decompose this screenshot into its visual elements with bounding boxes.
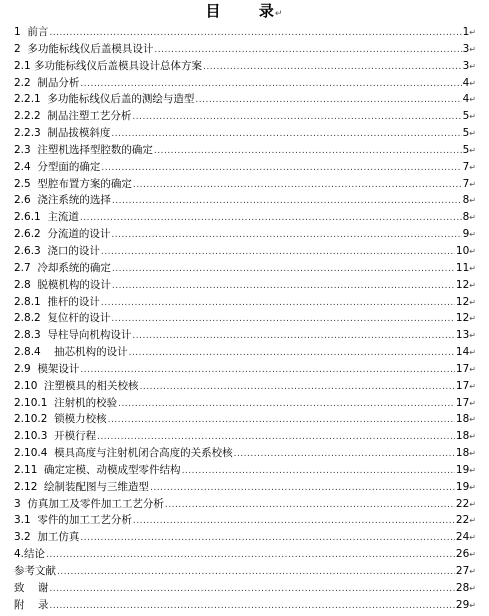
toc-entry[interactable] — [14, 428, 476, 445]
toc-entry[interactable] — [14, 310, 476, 327]
toc-entry-page-number: 5 — [462, 110, 470, 123]
table-of-contents — [14, 24, 476, 614]
toc-entry-page-number: 18 — [455, 447, 470, 460]
toc-entry-page-number: 4 — [462, 76, 470, 89]
paragraph-mark-icon: ↵ — [469, 230, 476, 240]
toc-entry-page-number: 19 — [455, 480, 470, 493]
toc-entry[interactable] — [14, 563, 476, 580]
paragraph-mark-icon: ↵ — [469, 61, 476, 71]
paragraph-mark-icon: ↵ — [469, 499, 476, 509]
toc-entry-page-number: 17 — [455, 379, 470, 392]
toc-dot-leader — [57, 564, 455, 581]
paragraph-mark-icon: ↵ — [469, 179, 476, 189]
toc-entry-label: 2.6.1 主流道 — [14, 211, 79, 224]
toc-entry-page-number: 8 — [462, 211, 470, 224]
toc-entry-page-number: 13 — [455, 329, 470, 342]
toc-entry[interactable] — [14, 327, 476, 344]
toc-entry-page-number: 4 — [462, 93, 470, 106]
toc-dot-leader — [165, 497, 455, 514]
toc-entry[interactable] — [14, 226, 476, 243]
toc-entry-page-number: 1 — [462, 26, 470, 38]
paragraph-mark-icon: ↵ — [469, 550, 476, 560]
toc-entry[interactable] — [14, 142, 476, 159]
paragraph-mark-icon: ↵ — [469, 44, 476, 54]
toc-entry-label: 附 录 — [14, 598, 49, 611]
toc-entry-label: 2.8.3 导柱导向机构设计 — [14, 329, 132, 342]
toc-entry-label: 2.2.1 多功能标线仪后盖的测绘与造型 — [14, 93, 195, 106]
paragraph-mark-icon: ↵ — [469, 162, 476, 172]
toc-entry-page-number: 9 — [462, 228, 470, 241]
paragraph-mark-icon: ↵ — [469, 331, 476, 341]
toc-entry[interactable] — [14, 395, 476, 412]
toc-entry[interactable] — [14, 496, 476, 513]
toc-dot-leader — [111, 227, 461, 244]
paragraph-mark-icon: ↵ — [469, 28, 476, 37]
toc-entry[interactable] — [14, 75, 476, 92]
toc-entry-label: 2.5 型腔布置方案的确定 — [14, 177, 132, 190]
toc-entry-page-number: 12 — [455, 295, 470, 308]
toc-dot-leader — [150, 480, 455, 497]
page-title — [0, 0, 489, 22]
toc-dot-leader — [80, 76, 461, 93]
toc-entry-label: 2.6.2 分流道的设计 — [14, 228, 111, 241]
toc-entry-page-number: 18 — [455, 413, 470, 426]
toc-entry-page-number: 24 — [455, 531, 470, 544]
toc-entry[interactable] — [14, 243, 476, 260]
toc-entry[interactable] — [14, 176, 476, 193]
toc-entry-label: 2.9 模架设计 — [14, 362, 80, 375]
toc-entry-label: 3 仿真加工及零件加工工艺分析 — [14, 497, 164, 510]
toc-entry-label: 2 多功能标线仪后盖模具设计 — [14, 42, 154, 55]
toc-entry-page-number: 17 — [455, 396, 470, 409]
toc-entry-label: 2.10.4 模具高度与注射机闭合高度的关系校核 — [14, 447, 233, 460]
toc-entry-label: 2.8.4 抽芯机构的设计 — [14, 346, 128, 359]
toc-dot-leader — [154, 42, 461, 59]
toc-entry-label: 1 前言 — [14, 26, 49, 38]
toc-entry-label: 2.12 绘制装配图与三维造型 — [14, 480, 150, 493]
toc-dot-leader — [112, 261, 455, 278]
toc-dot-leader — [111, 126, 461, 143]
toc-entry-page-number: 28 — [455, 581, 470, 594]
paragraph-mark-icon: ↵ — [469, 246, 476, 256]
toc-entry-page-number: 7 — [462, 177, 470, 190]
toc-dot-leader — [132, 109, 461, 126]
toc-entry[interactable] — [14, 294, 476, 311]
paragraph-mark-icon: ↵ — [469, 482, 476, 492]
toc-entry-label: 2.6.3 浇口的设计 — [14, 244, 100, 257]
paragraph-mark-icon: ↵ — [469, 583, 476, 593]
toc-entry[interactable] — [14, 546, 476, 563]
toc-entry-label: 2.8 脱模机构的设计 — [14, 278, 111, 291]
toc-dot-leader — [80, 362, 455, 379]
toc-entry[interactable] — [14, 125, 476, 142]
toc-entry[interactable] — [14, 529, 476, 546]
toc-dot-leader — [203, 59, 462, 76]
toc-entry-page-number: 5 — [462, 143, 470, 156]
toc-entry-label: 2.2.2 制品注塑工艺分析 — [14, 110, 132, 123]
toc-entry-label: 2.10.3 开模行程 — [14, 430, 97, 443]
toc-entry[interactable] — [14, 445, 476, 462]
toc-entry-label: 4.结论 — [14, 548, 46, 561]
toc-entry-label: 2.2 制品分析 — [14, 76, 80, 89]
toc-entry[interactable] — [14, 479, 476, 496]
toc-entry-label: 2.8.2 复位杆的设计 — [14, 312, 111, 325]
toc-entry-label: 2.2.3 制品拔模斜度 — [14, 127, 111, 140]
paragraph-mark-icon: ↵ — [469, 364, 476, 374]
toc-entry-label: 2.11 确定定模、动模成型零件结构 — [14, 463, 181, 476]
toc-dot-leader — [80, 210, 462, 227]
toc-dot-leader — [97, 429, 455, 446]
toc-entry[interactable] — [14, 24, 476, 41]
toc-entry[interactable] — [14, 108, 476, 125]
toc-dot-leader — [46, 547, 455, 564]
paragraph-mark-icon: ↵ — [469, 348, 476, 358]
toc-dot-leader — [111, 311, 455, 328]
toc-entry[interactable] — [14, 512, 476, 529]
toc-entry-page-number: 10 — [455, 244, 470, 257]
toc-entry-page-number: 7 — [462, 160, 470, 173]
toc-entry-page-number: 5 — [462, 127, 470, 140]
paragraph-mark-icon: ↵ — [469, 516, 476, 526]
paragraph-mark-icon: ↵ — [469, 129, 476, 139]
paragraph-mark-icon: ↵ — [469, 398, 476, 408]
paragraph-mark-icon: ↵ — [469, 432, 476, 442]
paragraph-mark-icon: ↵ — [469, 213, 476, 223]
toc-dot-leader — [101, 160, 461, 177]
toc-entry-label: 2.8.1 推杆的设计 — [14, 295, 100, 308]
paragraph-mark-icon: ↵ — [469, 533, 476, 543]
toc-entry-page-number: 19 — [455, 463, 470, 476]
toc-entry-label: 2.10.1 注射机的校验 — [14, 396, 118, 409]
paragraph-mark-icon: ↵ — [469, 280, 476, 290]
toc-dot-leader — [101, 244, 455, 261]
toc-entry-page-number: 12 — [455, 312, 470, 325]
toc-dot-leader — [132, 328, 455, 345]
paragraph-mark-icon: ↵ — [469, 415, 476, 425]
toc-entry-label: 致 谢 — [14, 581, 49, 594]
toc-dot-leader — [80, 530, 455, 547]
toc-entry-page-number: 26 — [455, 548, 470, 561]
paragraph-mark-icon: ↵ — [469, 263, 476, 273]
toc-entry[interactable] — [14, 597, 476, 614]
toc-entry[interactable] — [14, 361, 476, 378]
toc-dot-leader — [101, 295, 455, 312]
toc-entry-label: 3.2 加工仿真 — [14, 531, 80, 544]
toc-dot-leader — [133, 177, 462, 194]
toc-entry-label: 2.7 冷却系统的确定 — [14, 261, 111, 274]
toc-entry[interactable] — [14, 41, 476, 58]
toc-entry-label: 2.4 分型面的确定 — [14, 160, 101, 173]
toc-entry-page-number: 3 — [462, 42, 470, 55]
toc-entry-label: 2.10.2 锁模力校核 — [14, 413, 107, 426]
toc-entry-label: 2.6 浇注系统的选择 — [14, 194, 111, 207]
toc-entry-label: 2.10 注塑模具的相关校核 — [14, 379, 139, 392]
toc-entry-label: 2.3 注塑机选择型腔数的确定 — [14, 143, 153, 156]
toc-entry[interactable] — [14, 580, 476, 597]
toc-dot-leader — [118, 396, 455, 413]
toc-entry-page-number: 17 — [455, 362, 470, 375]
toc-entry-label: 2.1 多功能标线仪后盖模具设计总体方案 — [14, 59, 203, 72]
toc-entry[interactable] — [14, 159, 476, 176]
toc-entry-page-number: 22 — [455, 497, 470, 510]
paragraph-mark-icon: ↵ — [469, 145, 476, 155]
toc-entry[interactable] — [14, 378, 476, 395]
toc-entry[interactable] — [14, 344, 476, 361]
paragraph-mark-icon: ↵ — [469, 112, 476, 122]
paragraph-mark-icon: ↵ — [469, 78, 476, 88]
toc-entry-page-number: 27 — [455, 565, 470, 577]
toc-entry-page-number: 11 — [455, 261, 470, 274]
toc-dot-leader — [133, 513, 455, 530]
paragraph-mark-icon: ↵ — [469, 314, 476, 324]
toc-dot-leader — [49, 25, 461, 42]
toc-entry[interactable] — [14, 58, 476, 75]
toc-entry[interactable] — [14, 462, 476, 479]
toc-dot-leader — [154, 143, 462, 160]
paragraph-mark-icon: ↵ — [469, 95, 476, 105]
toc-dot-leader — [129, 345, 455, 362]
toc-dot-leader — [112, 193, 462, 210]
toc-entry-page-number: 29 — [455, 598, 470, 611]
toc-entry-label: 3.1 零件的加工工艺分析 — [14, 514, 132, 527]
toc-dot-leader — [108, 412, 455, 429]
toc-dot-leader — [140, 379, 455, 396]
paragraph-mark-icon: ↵ — [469, 297, 476, 307]
toc-dot-leader — [234, 446, 455, 463]
paragraph-mark-icon: ↵ — [469, 196, 476, 206]
toc-dot-leader — [112, 278, 455, 295]
toc-entry[interactable] — [14, 192, 476, 209]
paragraph-mark-icon: ↵ — [469, 465, 476, 475]
toc-entry-page-number: 14 — [455, 346, 470, 359]
toc-dot-leader — [49, 581, 455, 598]
toc-entry-page-number: 22 — [455, 514, 470, 527]
toc-entry-label: 参考文献 — [14, 565, 56, 577]
toc-entry-page-number: 12 — [455, 278, 470, 291]
toc-dot-leader — [49, 598, 455, 615]
toc-dot-leader — [195, 92, 461, 109]
paragraph-mark-icon: ↵ — [469, 381, 476, 391]
toc-entry[interactable] — [14, 411, 476, 428]
toc-entry-page-number: 18 — [455, 430, 470, 443]
paragraph-mark-icon: ↵ — [274, 9, 284, 19]
title-text: 目 录 — [205, 2, 275, 20]
toc-entry[interactable] — [14, 91, 476, 108]
toc-dot-leader — [182, 463, 455, 480]
toc-entry-page-number: 3 — [462, 59, 470, 72]
toc-entry[interactable] — [14, 260, 476, 277]
toc-entry[interactable] — [14, 277, 476, 294]
toc-entry-page-number: 8 — [462, 194, 470, 207]
paragraph-mark-icon: ↵ — [469, 449, 476, 459]
paragraph-mark-icon: ↵ — [469, 567, 476, 576]
paragraph-mark-icon: ↵ — [469, 600, 476, 610]
toc-entry[interactable] — [14, 209, 476, 226]
